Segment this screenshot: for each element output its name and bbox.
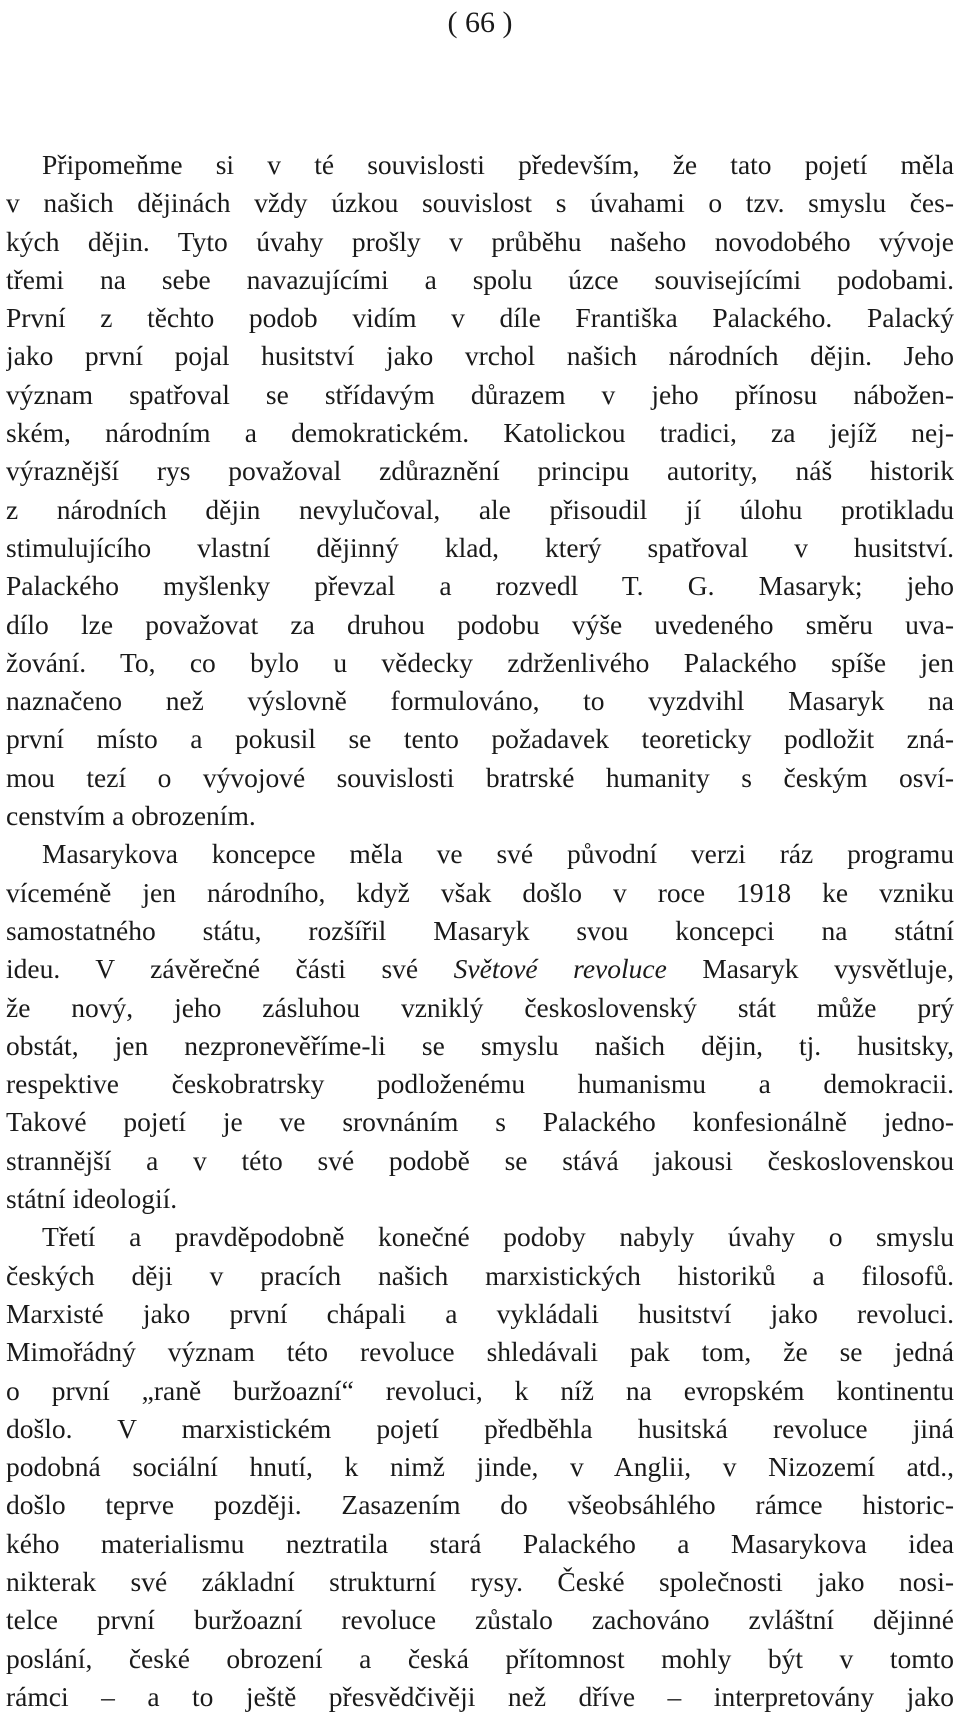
text-line: rámci – a to ještě přesvědčivěji než dříve – interpretovány jako: [6, 1680, 954, 1712]
text-line: státní ideologií.: [6, 1183, 178, 1215]
text-line: víceméně jen národního, když však došlo v roce 1918 ke vzniku: [6, 876, 954, 908]
text-line: Marxisté jako první chápali a vykládali husitství jako revoluci.: [6, 1297, 954, 1329]
text-segment: ideu. V závěrečné části své: [6, 953, 454, 985]
text-line: žování. To, co bylo u vědecky zdrženlivého Palackého spíše jen: [6, 646, 954, 678]
text-line: Takové pojetí je ve srovnáním s Palackého konfesionálně jedno-: [6, 1106, 954, 1138]
text-line: výraznější rys považoval zdůraznění principu autority, náš historik: [6, 455, 954, 487]
text-line: telce první buržoazní revoluce zůstalo zachováno zvláštní dějinné: [6, 1604, 954, 1636]
text-line: kého materialismu neztratila stará Palackého a Masarykova idea: [6, 1527, 954, 1559]
text-line: Palackého myšlenky převzal a rozvedl T. G. Masaryk; jeho: [6, 570, 954, 602]
text-line: poslání, české obrození a česká přítomnost mohly být v tomto: [6, 1642, 954, 1674]
text-line: První z těchto podob vidím v díle Františka Palackého. Palacký: [6, 302, 954, 334]
text-line: Třetí a pravděpodobně konečné podoby nabyly úvahy o smyslu: [42, 1221, 954, 1253]
text-line: jako první pojal husitství jako vrchol našich národních dějin. Jeho: [6, 340, 954, 372]
text-line: nikterak své základní strukturní rysy. České společnosti jako nosi-: [6, 1565, 954, 1597]
text-line: strannější a v této své podobě se stává jakousi československou: [6, 1144, 954, 1176]
text-line: Mimořádný význam této revoluce shledávali pak tom, že se jedná: [6, 1336, 954, 1368]
text-line: v našich dějinách vždy úzkou souvislost s úvahami o tzv. smyslu čes-: [6, 187, 954, 219]
page-number: ( 66 ): [447, 6, 513, 39]
text-line: došlo. V marxistickém pojetí předběhla husitská revoluce jiná: [6, 1412, 954, 1444]
text-line: mou tezí o vývojové souvislosti bratrské humanity s českým osví-: [6, 761, 954, 793]
text-line: českých ději v pracích našich marxistických historiků a filosofů.: [6, 1259, 954, 1291]
text-line: obstát, jen nezpronevěříme-li se smyslu našich dějin, tj. husitsky,: [6, 1029, 954, 1061]
text-segment: Masaryk vysvětluje,: [666, 953, 954, 985]
text-line: stimulujícího vlastní dějinný klad, který spatřoval v husitství.: [6, 531, 954, 563]
text-line: Masarykova koncepce měla ve své původní verzi ráz programu: [42, 838, 954, 870]
text-line: z národních dějin nevylučoval, ale přisoudil jí úlohu protikladu: [6, 493, 954, 525]
text-line: o první „raně buržoazní“ revoluci, k níž na evropském kontinentu: [6, 1374, 954, 1406]
text-line: [6, 950, 954, 988]
text-line: naznačeno než výslovně formulováno, to vyzdvihl Masaryk na: [6, 685, 954, 717]
body-text: [6, 146, 954, 1716]
text-line: že nový, jeho zásluhou vzniklý československý stát může prý: [6, 991, 954, 1023]
text-line: ském, národním a demokratickém. Katolickou tradici, za jejíž nej-: [6, 417, 954, 449]
text-line: podobná sociální hnutí, k nimž jinde, v Anglii, v Nizozemí atd.,: [6, 1451, 954, 1483]
text-line: censtvím a obrozením.: [6, 800, 256, 832]
text-line: Připomeňme si v té souvislosti především, že tato pojetí měla: [42, 149, 954, 180]
text-line: respektive českobratrsky podloženému humanismu a demokracii.: [6, 1068, 954, 1100]
text-line: došlo teprve později. Zasazením do všeobsáhlého rámce historic-: [6, 1489, 954, 1521]
text-line: význam spatřoval se střídavým důrazem v jeho přínosu nábožen-: [6, 378, 954, 410]
text-line: kých dějin. Tyto úvahy prošly v průběhu našeho novodobého vývoje: [6, 225, 954, 257]
text-line: třemi na sebe navazujícími a spolu úzce souvisejícími podobami.: [6, 263, 954, 295]
text-line: samostatného státu, rozšířil Masaryk svou koncepci na státní: [6, 914, 954, 946]
text-line: dílo lze považovat za druhou podobu výše uvedeného směru uva-: [6, 608, 954, 640]
book-title-italic: Světové revoluce: [453, 953, 667, 985]
text-line: první místo a pokusil se tento požadavek teoreticky podložit zná-: [6, 723, 954, 755]
